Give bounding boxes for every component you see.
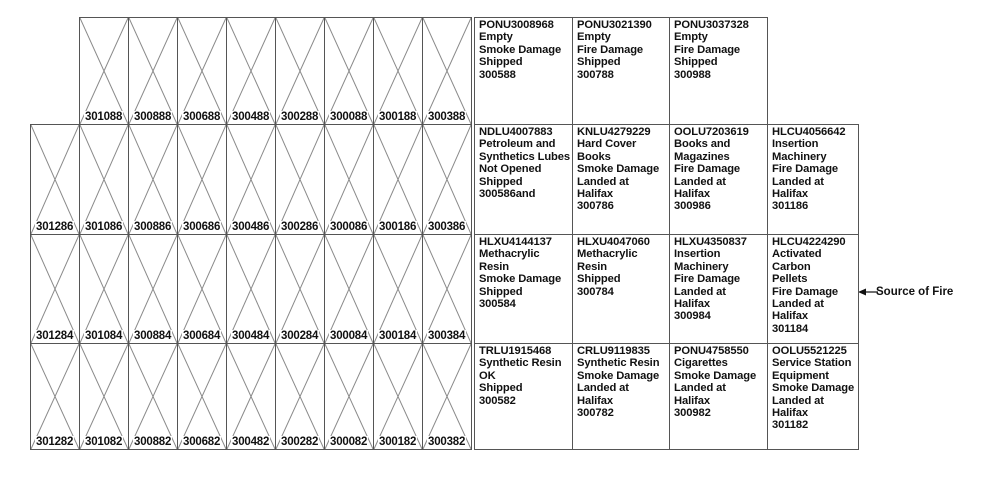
container-detail: Activated — [772, 248, 822, 261]
container-detail: Halifax — [772, 310, 808, 323]
container-cell — [669, 234, 768, 344]
container-detail: Fire Damage — [772, 163, 839, 176]
container-detail: Not Opened — [479, 163, 542, 176]
slot-number: 300986 — [674, 200, 711, 213]
bay-slot — [79, 234, 129, 344]
container-cell — [474, 17, 573, 125]
cross-mark — [178, 18, 226, 124]
container-detail: Fire Damage — [577, 43, 644, 56]
bay-slot — [422, 17, 472, 125]
slot-number: 300184 — [379, 330, 417, 342]
bay-slot — [128, 343, 178, 450]
bay-slot — [79, 124, 129, 235]
container-detail: Smoke Damage — [479, 273, 562, 286]
container-detail: Shipped — [479, 285, 523, 298]
slot-number: 300484 — [232, 330, 270, 342]
bay-slot — [275, 343, 325, 450]
slot-number: 300886 — [134, 221, 172, 233]
slot-number: 301084 — [85, 330, 123, 342]
container-id: HLCU4056642 — [772, 126, 846, 138]
slot-number: 301286 — [36, 221, 74, 233]
cross-mark — [80, 18, 128, 124]
container-detail: Landed at — [674, 382, 726, 395]
container-id: PONU3037328 — [674, 19, 749, 31]
container-cell — [572, 343, 670, 450]
container-id: NDLU4007883 — [479, 126, 553, 138]
slot-number: 300784 — [577, 285, 614, 298]
container-detail: Empty — [479, 31, 513, 44]
bay-slot — [275, 124, 325, 235]
cross-mark — [31, 344, 79, 449]
bay-slot — [324, 17, 374, 125]
bay-slot — [275, 17, 325, 125]
container-detail: Halifax — [772, 188, 808, 201]
container-detail: Machinery — [772, 150, 827, 163]
container-detail: OK — [479, 369, 496, 382]
cross-mark — [423, 344, 471, 449]
container-detail: Resin — [479, 260, 509, 273]
container-detail: Machinery — [674, 260, 729, 273]
container-detail: Shipped — [577, 273, 621, 286]
cross-mark — [325, 235, 373, 343]
container-detail: Fire Damage — [674, 43, 741, 56]
container-detail: Books — [577, 150, 611, 163]
container-detail: Halifax — [772, 407, 808, 420]
slot-number: 300182 — [379, 436, 417, 448]
bay-slot — [422, 343, 472, 450]
slot-number: 301086 — [85, 221, 123, 233]
container-detail: Landed at — [772, 298, 824, 311]
container-detail: Smoke Damage — [772, 382, 855, 395]
container-detail: Landed at — [674, 285, 726, 298]
container-detail: Petroleum and — [479, 138, 556, 151]
slot-number: 300688 — [183, 111, 221, 123]
slot-number: 300786 — [577, 200, 614, 213]
cross-mark — [374, 125, 422, 234]
container-detail: Halifax — [577, 394, 613, 407]
container-cell — [474, 234, 573, 344]
bay-slot — [177, 124, 227, 235]
bay-slot — [373, 343, 423, 450]
container-detail: Service Station — [772, 357, 852, 370]
slot-number: 300584 — [479, 298, 516, 311]
container-detail: Halifax — [577, 188, 613, 201]
container-id: HLXU4144137 — [479, 236, 552, 248]
container-id: PONU3021390 — [577, 19, 652, 31]
container-id: HLXU4047060 — [577, 236, 650, 248]
slot-number: 300084 — [330, 330, 368, 342]
slot-number: 301182 — [772, 419, 809, 432]
container-detail: Landed at — [577, 175, 629, 188]
bay-slot — [226, 17, 276, 125]
container-detail: Resin — [577, 260, 607, 273]
slot-number: 300982 — [674, 407, 711, 420]
container-cell — [572, 234, 670, 344]
slot-number: 301184 — [772, 322, 809, 335]
container-detail: Landed at — [772, 175, 824, 188]
slot-number: 300686 — [183, 221, 221, 233]
bay-slot — [324, 343, 374, 450]
cross-mark — [129, 18, 177, 124]
slot-number: 300186 — [379, 221, 417, 233]
bay-slot — [128, 17, 178, 125]
container-detail: Fire Damage — [772, 285, 839, 298]
slot-number: 300582 — [479, 394, 516, 407]
container-detail: Landed at — [772, 394, 824, 407]
slot-number: 300286 — [281, 221, 319, 233]
container-detail: Empty — [674, 31, 708, 44]
container-detail: Shipped — [674, 56, 718, 69]
container-id: HLCU4224290 — [772, 236, 846, 248]
container-detail: Smoke Damage — [577, 163, 660, 176]
cross-mark — [276, 18, 324, 124]
cross-mark — [423, 235, 471, 343]
cross-mark — [80, 125, 128, 234]
container-id: TRLU1915468 — [479, 345, 552, 357]
container-id: HLXU4350837 — [674, 236, 747, 248]
container-id: OOLU7203619 — [674, 126, 749, 138]
cross-mark — [374, 344, 422, 449]
bay-slot — [79, 343, 129, 450]
bay-slot — [422, 234, 472, 344]
cross-mark — [325, 344, 373, 449]
container-cell — [669, 343, 768, 450]
slot-number: 301082 — [85, 436, 123, 448]
slot-number: 300384 — [428, 330, 466, 342]
container-id: KNLU4279229 — [577, 126, 651, 138]
container-detail: Shipped — [479, 175, 523, 188]
bay-slot — [128, 234, 178, 344]
container-id: OOLU5521225 — [772, 345, 847, 357]
bay-slot — [373, 17, 423, 125]
bay-slot — [128, 124, 178, 235]
cross-mark — [227, 235, 275, 343]
cross-mark — [423, 125, 471, 234]
cross-mark — [129, 125, 177, 234]
container-detail: Shipped — [479, 382, 523, 395]
container-cell — [572, 124, 670, 235]
slot-number: 300684 — [183, 330, 221, 342]
slot-number: 300388 — [428, 111, 466, 123]
container-detail: Carbon — [772, 260, 811, 273]
cross-mark — [374, 18, 422, 124]
bay-slot — [373, 124, 423, 235]
cross-mark — [80, 235, 128, 343]
container-cell — [767, 234, 859, 344]
container-detail: Methacrylic — [577, 248, 638, 261]
container-detail: Insertion — [674, 248, 721, 261]
container-detail: Books and — [674, 138, 731, 151]
container-cell — [669, 124, 768, 235]
slot-number: 301088 — [85, 111, 123, 123]
slot-number: 300988 — [674, 68, 711, 81]
bay-slot — [324, 124, 374, 235]
container-id: PONU4758550 — [674, 345, 749, 357]
slot-number: 300088 — [330, 111, 368, 123]
container-detail: Empty — [577, 31, 611, 44]
cross-mark — [325, 18, 373, 124]
slot-number: 300884 — [134, 330, 172, 342]
cross-mark — [227, 125, 275, 234]
cross-mark — [129, 344, 177, 449]
slot-number: 300682 — [183, 436, 221, 448]
slot-number: 300788 — [577, 68, 614, 81]
container-detail: Equipment — [772, 369, 829, 382]
source-of-fire-label: Source of Fire — [876, 286, 954, 298]
container-cell — [669, 17, 768, 125]
container-detail: Landed at — [674, 175, 726, 188]
cross-mark — [227, 344, 275, 449]
container-id: CRLU9119835 — [577, 345, 650, 357]
slot-number: 300284 — [281, 330, 319, 342]
container-detail: Shipped — [479, 56, 523, 69]
slot-number: 301186 — [772, 200, 809, 213]
container-detail: Magazines — [674, 150, 730, 163]
bay-slot — [30, 234, 80, 344]
cross-mark — [80, 344, 128, 449]
bay-slot — [177, 17, 227, 125]
slot-number: 300188 — [379, 111, 417, 123]
slot-number: 300288 — [281, 111, 319, 123]
container-detail: Landed at — [577, 382, 629, 395]
container-detail: Fire Damage — [674, 163, 741, 176]
slot-number: 300586and — [479, 188, 536, 201]
container-detail: Methacrylic — [479, 248, 540, 261]
slot-number: 300888 — [134, 111, 172, 123]
slot-number: 300386 — [428, 221, 466, 233]
cross-mark — [276, 344, 324, 449]
slot-number: 300488 — [232, 111, 270, 123]
bay-slot — [324, 234, 374, 344]
bay-slot — [226, 124, 276, 235]
container-cell — [572, 17, 670, 125]
container-detail: Halifax — [674, 394, 710, 407]
container-cell — [767, 343, 859, 450]
bay-slot — [177, 234, 227, 344]
bay-slot — [226, 343, 276, 450]
bay-slot — [79, 17, 129, 125]
bay-slot — [30, 124, 80, 235]
slot-number: 300588 — [479, 68, 516, 81]
container-detail: Fire Damage — [674, 273, 741, 286]
container-detail: Shipped — [577, 56, 621, 69]
container-detail: Smoke Damage — [577, 369, 660, 382]
slot-number: 301284 — [36, 330, 74, 342]
slot-number: 300486 — [232, 221, 270, 233]
bay-slot — [30, 343, 80, 450]
cross-mark — [31, 125, 79, 234]
cross-mark — [423, 18, 471, 124]
slot-number: 300782 — [577, 407, 614, 420]
arrow-left-icon — [858, 285, 878, 303]
container-detail: Smoke Damage — [479, 43, 562, 56]
cross-mark — [178, 235, 226, 343]
container-cell — [474, 343, 573, 450]
bay-slot — [275, 234, 325, 344]
container-detail: Pellets — [772, 273, 808, 286]
container-detail: Halifax — [674, 298, 710, 311]
slot-number: 300882 — [134, 436, 172, 448]
bay-slot — [422, 124, 472, 235]
cross-mark — [276, 125, 324, 234]
bay-slot — [177, 343, 227, 450]
container-detail: Insertion — [772, 138, 819, 151]
cross-mark — [31, 235, 79, 343]
cross-mark — [374, 235, 422, 343]
slot-number: 300482 — [232, 436, 270, 448]
container-detail: Cigarettes — [674, 357, 728, 370]
slot-number: 300282 — [281, 436, 319, 448]
slot-number: 300382 — [428, 436, 466, 448]
container-cell — [767, 124, 859, 235]
container-detail: Hard Cover — [577, 138, 637, 151]
cross-mark — [178, 344, 226, 449]
slot-number: 300086 — [330, 221, 368, 233]
cross-mark — [129, 235, 177, 343]
slot-number: 300984 — [674, 310, 711, 323]
container-detail: Smoke Damage — [674, 369, 757, 382]
bay-slot — [373, 234, 423, 344]
container-detail: Halifax — [674, 188, 710, 201]
cross-mark — [178, 125, 226, 234]
cross-mark — [276, 235, 324, 343]
slot-number: 301282 — [36, 436, 74, 448]
container-id: PONU3008968 — [479, 19, 554, 31]
container-detail: Synthetic Resin — [479, 357, 562, 370]
container-cell — [474, 124, 573, 235]
container-detail: Synthetic Resin — [577, 357, 660, 370]
bay-slot — [226, 234, 276, 344]
cross-mark — [227, 18, 275, 124]
container-detail: Synthetics Lubes — [479, 150, 571, 163]
slot-number: 300082 — [330, 436, 368, 448]
cross-mark — [325, 125, 373, 234]
